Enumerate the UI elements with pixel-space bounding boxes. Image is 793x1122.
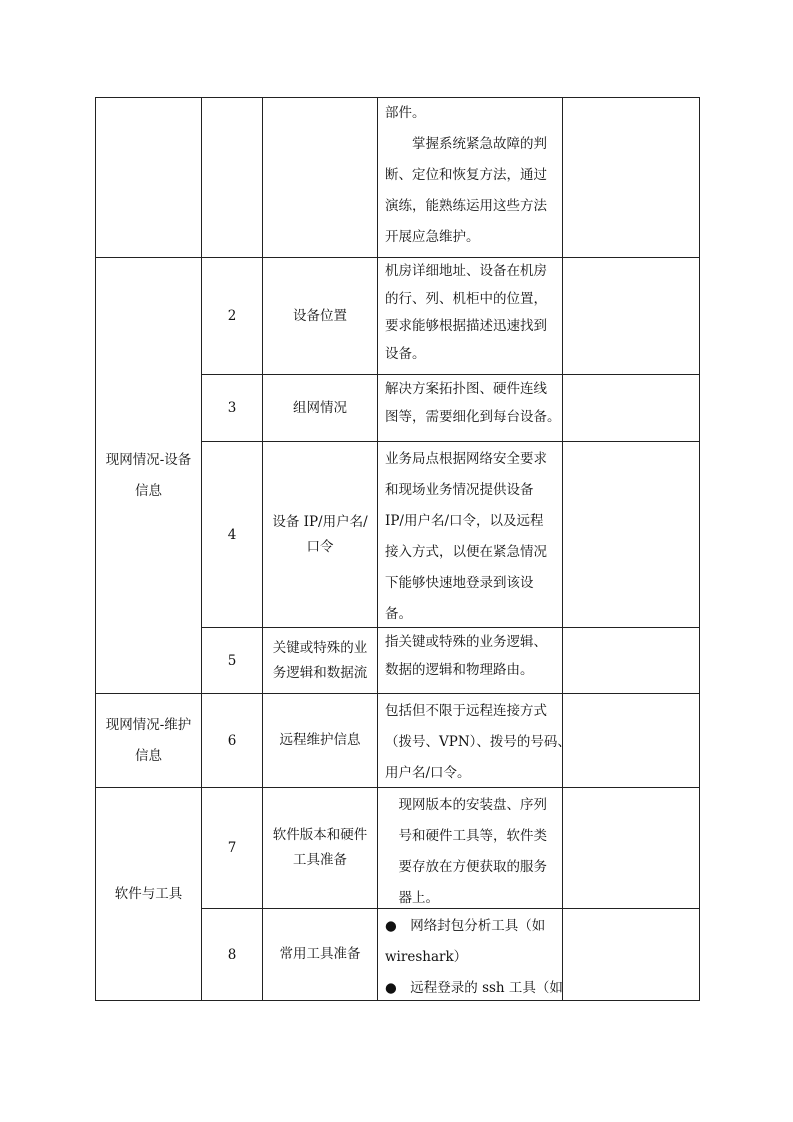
description-line: 开展应急维护。	[385, 229, 480, 245]
row-number-cell	[201, 441, 262, 627]
description-cell	[377, 97, 562, 257]
description-line: 号和硬件工具等，软件类	[385, 828, 547, 844]
description-line: 备。	[385, 606, 412, 622]
item-label: 组网情况	[293, 399, 347, 416]
row-number-cell	[201, 627, 262, 693]
description-line: wireshark）	[385, 949, 468, 965]
description-line: 解决方案拓扑图、硬件连线	[385, 381, 547, 397]
item-label: 软件版本和硬件	[272, 827, 368, 843]
description-line: 数据的逻辑和物理路由。	[385, 662, 534, 678]
item-label: 关键或特殊的业	[272, 639, 368, 656]
item-label: 远程维护信息	[279, 732, 361, 748]
description-line: 要求能够根据描述迅速找到	[385, 318, 547, 334]
row-number-cell	[201, 374, 262, 441]
row-number: 2	[227, 308, 237, 324]
description-line: （拨号、VPN）、拨号的号码、	[385, 734, 571, 750]
row-number-cell	[201, 257, 262, 374]
item-cell	[262, 908, 377, 1000]
description-cell	[377, 441, 562, 627]
item-cell	[262, 787, 377, 908]
description-line: 下能够快速地登录到该设	[385, 575, 534, 591]
note-cell	[562, 693, 699, 787]
description-line: 演练，能熟练运用这些方法	[385, 198, 547, 214]
description-line: 和现场业务情况提供设备	[385, 482, 534, 498]
description-cell	[377, 374, 562, 441]
description-line: 要存放在方便获取的服务	[385, 859, 547, 875]
description-line: 设备。	[385, 345, 426, 362]
category-label: 信息	[135, 482, 162, 499]
item-label: 设备位置	[293, 307, 347, 324]
row-number: 4	[227, 526, 237, 543]
description-line: 业务局点根据网络安全要求	[385, 451, 547, 467]
item-label: 工具准备	[293, 852, 347, 868]
description-cell	[377, 693, 571, 787]
row-number-cell	[201, 908, 262, 1000]
category-label: 信息	[135, 747, 162, 764]
description-line: 用户名/口令。	[385, 765, 471, 781]
table-border-bottom	[95, 1000, 700, 1001]
description-cell	[377, 787, 562, 908]
category-cell	[95, 787, 201, 1000]
row-number-cell	[201, 787, 262, 908]
row-number: 6	[227, 732, 237, 749]
item-cell	[262, 97, 377, 257]
note-cell	[562, 908, 699, 1000]
note-cell	[562, 374, 699, 441]
description-line: 掌握系统紧急故障的判	[385, 136, 547, 152]
description-line: 指关键或特殊的业务逻辑、	[385, 634, 547, 650]
row-number-cell	[201, 97, 262, 257]
note-cell	[562, 441, 699, 627]
description-line: 部件。	[385, 105, 426, 121]
description-cell	[377, 627, 562, 693]
item-cell	[262, 441, 377, 627]
note-cell	[562, 257, 699, 374]
description-line: 图等，需要细化到每台设备。	[385, 409, 561, 425]
item-cell	[262, 627, 377, 693]
row-number: 5	[227, 652, 237, 669]
category-label: 软件与工具	[114, 885, 183, 902]
category-cell	[95, 257, 201, 693]
category-label: 现网情况-设备	[105, 451, 192, 468]
category-label: 现网情况-维护	[105, 716, 192, 733]
item-label: 口令	[306, 538, 334, 555]
description-line: IP/用户名/口令，以及远程	[385, 513, 544, 529]
description-cell	[377, 908, 562, 1000]
note-cell	[562, 97, 699, 257]
item-cell	[262, 257, 377, 374]
description-cell	[377, 257, 562, 374]
note-cell	[562, 787, 699, 908]
description-line: 接入方式，以便在紧急情况	[385, 544, 547, 560]
row-number-cell	[201, 693, 262, 787]
item-label: 务逻辑和数据流	[272, 664, 368, 681]
item-cell	[262, 693, 377, 787]
note-cell	[562, 627, 699, 693]
table-border-right	[699, 97, 700, 1001]
description-line: 包括但不限于远程连接方式	[385, 703, 547, 719]
item-label: 常用工具准备	[279, 946, 361, 962]
description-line: ● 网络封包分析工具（如	[385, 918, 546, 934]
category-cell	[95, 693, 201, 787]
description-line: 器上。	[385, 890, 439, 906]
item-cell	[262, 374, 377, 441]
row-number: 8	[227, 946, 237, 963]
item-label: 设备 IP/用户名/	[272, 513, 368, 530]
row-number: 7	[227, 840, 237, 856]
description-line: 机房详细地址、设备在机房	[385, 263, 547, 279]
description-line: 的行、列、机柜中的位置，	[385, 290, 547, 307]
description-line: 断、定位和恢复方法，通过	[385, 167, 547, 183]
category-cell	[95, 97, 201, 257]
description-line: 现网版本的安装盘、序列	[385, 797, 547, 813]
description-line: ● 远程登录的 ssh 工具（如	[385, 980, 563, 996]
row-number: 3	[227, 400, 237, 416]
